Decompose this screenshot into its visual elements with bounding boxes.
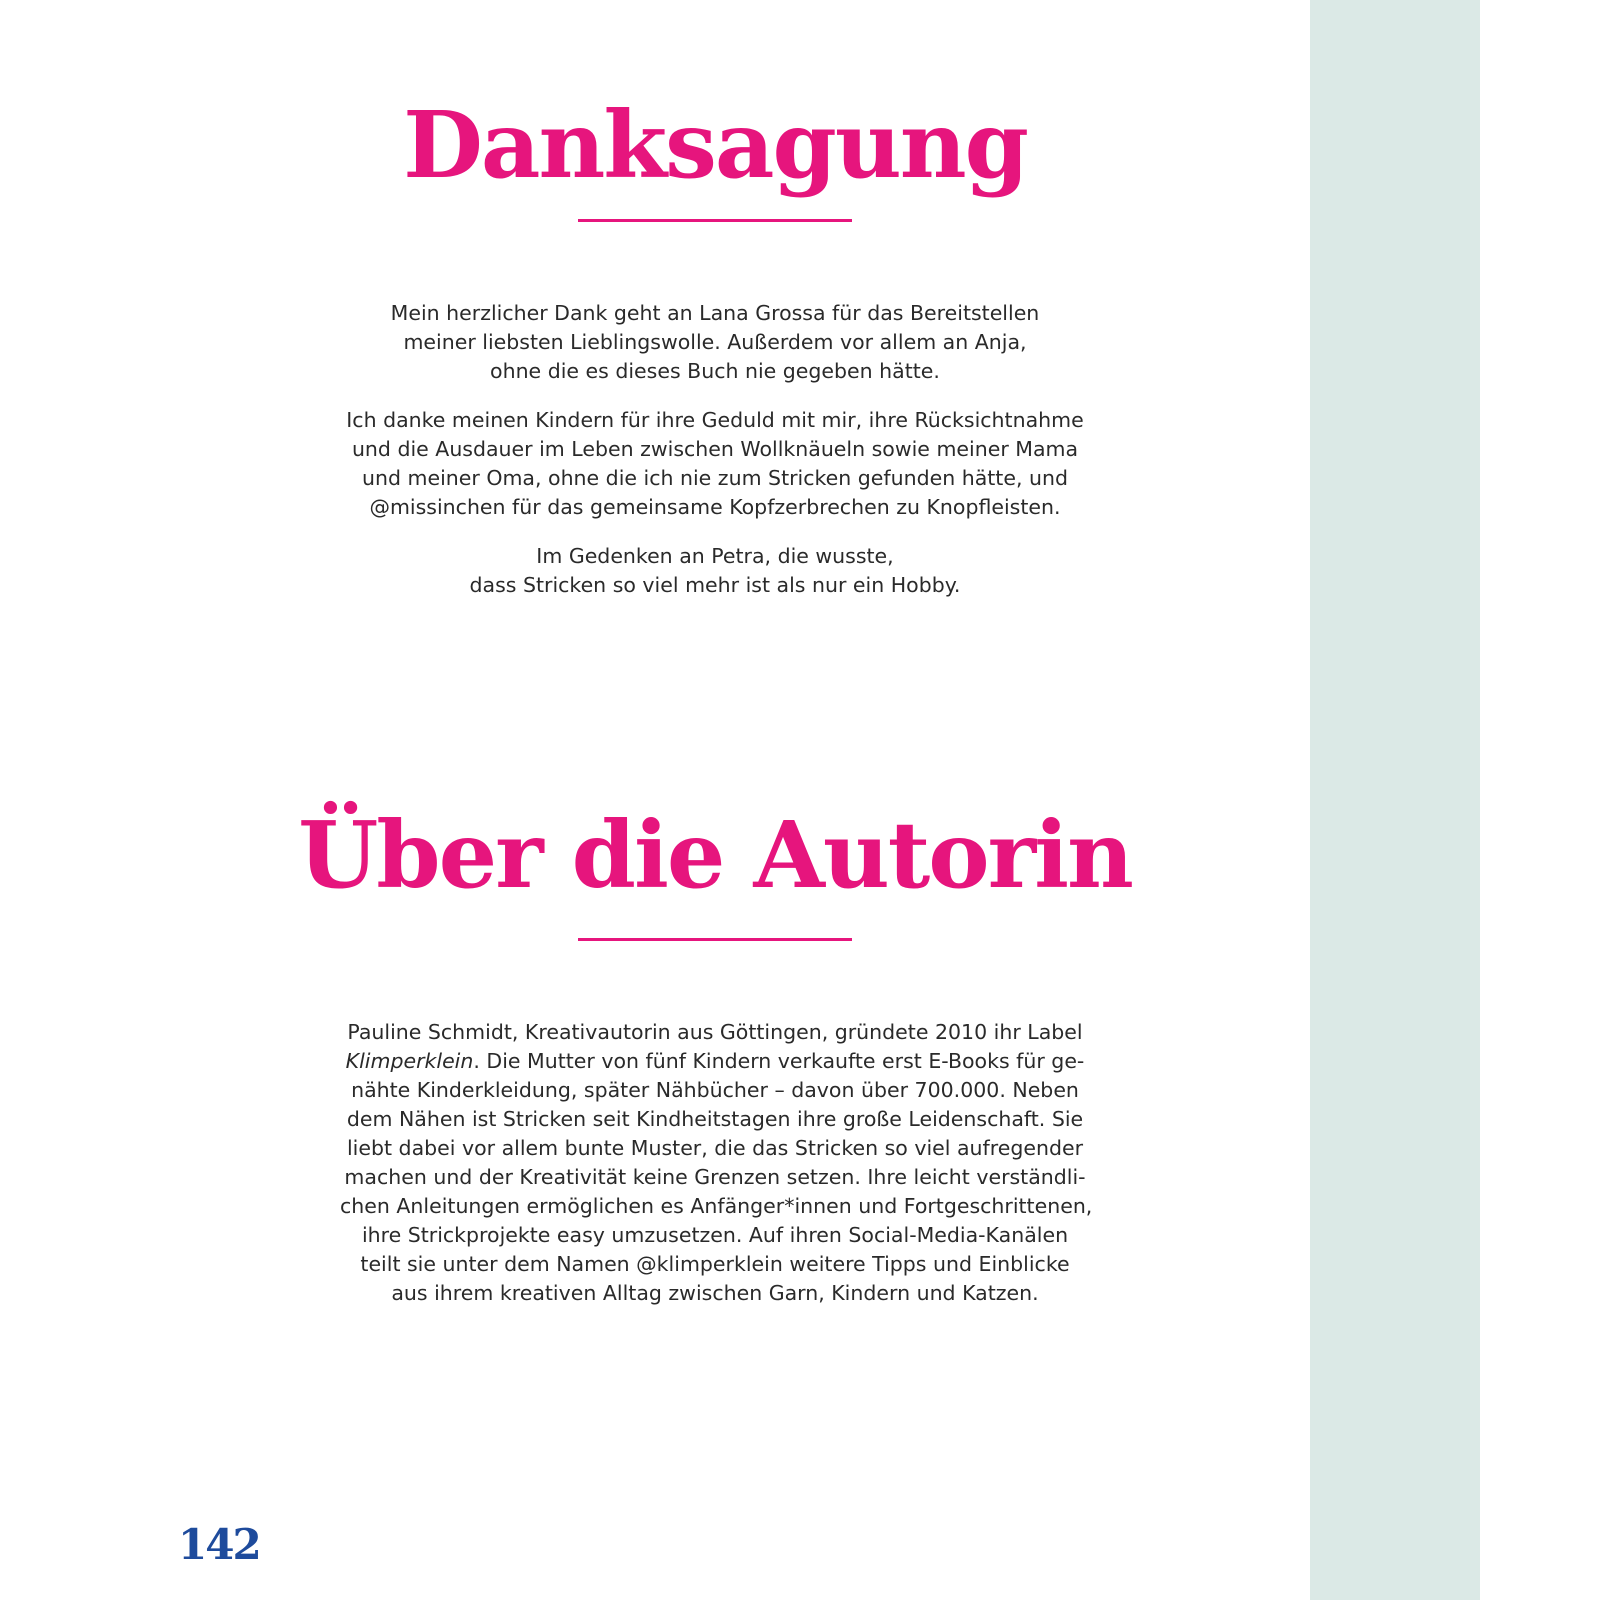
- text-line: nähte Kinderkleidung, später Nähbücher – davon über 700.000. Neben: [351, 1078, 1079, 1102]
- text-line: und meiner Oma, ohne die ich nie zum Stricken gefunden hätte, und: [361, 466, 1068, 490]
- text-line: Pauline Schmidt, Kreativautorin aus Göttingen, gründete 2010 ihr Label: [347, 1020, 1083, 1044]
- acknowledgements-title: Danksagung: [403, 91, 1027, 199]
- text-line: dass Stricken so viel mehr ist als nur ein Hobby.: [469, 573, 961, 597]
- text-line: dem Nähen ist Stricken seit Kindheitstagen ihre große Leidenschaft. Sie: [346, 1107, 1084, 1131]
- title-divider: [578, 938, 852, 941]
- text-line: meiner liebsten Lieblingswolle. Außerdem vor allem an Anja,: [403, 330, 1027, 354]
- acknowledgements-paragraph: [340, 299, 1090, 386]
- text-line: teilt sie unter dem Namen @klimperklein weitere Tipps und Einblicke: [360, 1252, 1070, 1276]
- text-line: ohne die es dieses Buch nie gegeben hätte.: [490, 359, 940, 383]
- page-number: 142: [178, 1520, 260, 1569]
- text-line: Im Gedenken an Petra, die wusste,: [536, 544, 894, 568]
- acknowledgements-text: [340, 299, 1090, 620]
- text-line: aus ihrem kreativen Alltag zwischen Garn, Kindern und Katzen.: [391, 1281, 1039, 1305]
- text-line: machen und der Kreativität keine Grenzen setzen. Ihre leicht verständli-: [344, 1165, 1086, 1189]
- title-divider: [578, 219, 852, 222]
- text-line: [340, 1047, 1090, 1076]
- acknowledgements-paragraph: [340, 406, 1090, 522]
- text-line: und die Ausdauer im Leben zwischen Wollknäueln sowie meiner Mama: [351, 437, 1079, 461]
- text-line: @missinchen für das gemeinsame Kopfzerbrechen zu Knopfleisten.: [369, 495, 1061, 519]
- text-line: Ich danke meinen Kindern für ihre Geduld mit mir, ihre Rücksichtnahme: [346, 408, 1084, 432]
- memorial-paragraph: [340, 542, 1090, 600]
- label-name: Klimperklein: [345, 1049, 474, 1073]
- text-line: Mein herzlicher Dank geht an Lana Grossa für das Bereitstellen: [390, 301, 1040, 325]
- text-line: ihre Strickprojekte easy umzusetzen. Auf ihren Social-Media-Kanälen: [361, 1223, 1069, 1247]
- text-line: chen Anleitungen ermöglichen es Anfänger*innen und Fortgeschrittenen,: [340, 1194, 1093, 1218]
- author-bio: [340, 1018, 1093, 1308]
- text-fragment: . Die Mutter von fünf Kindern verkaufte erst E-Books für ge-: [473, 1049, 1085, 1073]
- text-line: liebt dabei vor allem bunte Muster, die das Stricken so viel aufregender: [346, 1136, 1084, 1160]
- about-author-title: Über die Autorin: [298, 801, 1132, 909]
